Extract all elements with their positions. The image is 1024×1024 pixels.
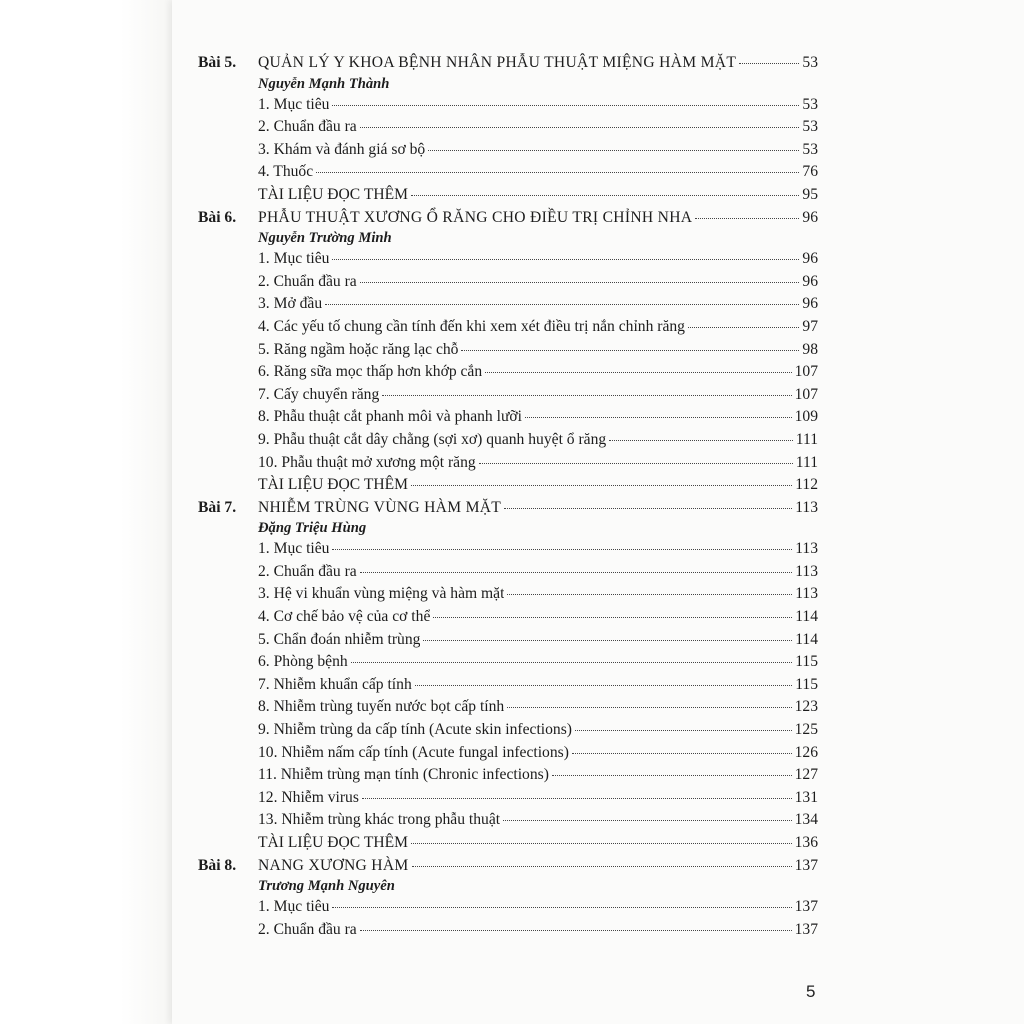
leader-dots	[695, 217, 799, 219]
toc-entry[interactable]	[198, 651, 818, 674]
entry-title: 9. Nhiễm trùng da cấp tính (Acute skin infections)	[258, 721, 572, 739]
chapter-title: NANG XƯƠNG HÀM	[258, 856, 409, 874]
leader-dots	[504, 507, 792, 509]
entry-page-number: 112	[795, 476, 818, 494]
entry-page-number: 137	[794, 920, 818, 938]
entry-title: 8. Phẫu thuật cắt phanh môi và phanh lưỡi	[258, 408, 522, 426]
entry-title: 7. Nhiễm khuẩn cấp tính	[258, 675, 412, 693]
indent	[198, 877, 258, 896]
chapter-page-number: 53	[802, 54, 818, 71]
leader-dots	[362, 797, 792, 799]
leader-dots	[461, 349, 799, 351]
entry-page-number: 127	[794, 766, 818, 784]
leader-dots	[415, 684, 792, 686]
chapter-author: Trương Mạnh Nguyên	[258, 878, 395, 895]
entry-page-number: 53	[802, 140, 818, 158]
chapter-author: Đặng Triệu Hùng	[258, 520, 367, 537]
entry-page-number: 111	[795, 430, 818, 448]
lesson-number: Bài 6.	[198, 208, 237, 226]
toc-entry[interactable]	[198, 452, 818, 475]
leader-dots	[485, 371, 791, 373]
chapter-author: Nguyễn Trường Minh	[258, 230, 392, 247]
toc-entry[interactable]	[198, 293, 818, 316]
toc-chapter-heading[interactable]	[198, 52, 818, 75]
entry-title: 6. Răng sữa mọc thấp hơn khớp cắn	[258, 363, 483, 381]
entry-title: 6. Phòng bệnh	[258, 653, 348, 671]
toc-entry[interactable]	[198, 742, 818, 765]
toc-chapter	[198, 855, 818, 942]
entry-title: 10. Nhiễm nấm cấp tính (Acute fungal infections)	[258, 743, 569, 761]
entry-title: 3. Hệ vi khuẩn vùng miệng và hàm mặt	[258, 585, 505, 603]
leader-dots	[575, 729, 792, 731]
chapter-title: NHIỄM TRÙNG VÙNG HÀM MẶT	[258, 498, 502, 516]
chapter-title: PHẪU THUẬT XƯƠNG Ổ RĂNG CHO ĐIỀU TRỊ CHỈNH NHA	[258, 208, 693, 226]
entry-page-number: 95	[802, 185, 818, 203]
toc-author-row	[198, 519, 818, 538]
toc-entry[interactable]	[198, 583, 818, 606]
entry-title: 4. Các yếu tố chung cần tính đến khi xem xét điều trị nắn chỉnh răng	[258, 317, 685, 335]
toc-entry[interactable]	[198, 406, 818, 429]
entry-page-number: 115	[795, 675, 818, 693]
entry-page-number: 131	[794, 788, 818, 806]
entry-title: 2. Chuẩn đầu ra	[258, 118, 357, 136]
entry-page-number: 96	[802, 272, 818, 290]
toc-entry[interactable]	[198, 271, 818, 294]
toc-author-row	[198, 75, 818, 94]
toc-entry[interactable]	[198, 809, 818, 832]
entry-page-number: 111	[795, 453, 818, 471]
entry-page-number: 109	[794, 408, 818, 426]
table-of-contents	[198, 52, 818, 941]
entry-title: 2. Chuẩn đầu ra	[258, 272, 357, 290]
entry-page-number: 113	[795, 562, 818, 580]
entry-page-number: 125	[794, 721, 818, 739]
toc-entry[interactable]	[198, 896, 818, 919]
entry-title: TÀI LIỆU ĐỌC THÊM	[258, 185, 408, 203]
entry-page-number: 114	[795, 630, 818, 648]
entry-title: 9. Phẫu thuật cắt dây chằng (sợi xơ) quanh huyệt ổ răng	[258, 430, 607, 448]
entry-page-number: 136	[794, 834, 818, 851]
entry-title: 7. Cấy chuyển răng	[258, 385, 380, 403]
toc-entry[interactable]	[198, 94, 818, 117]
toc-entry[interactable]	[198, 429, 818, 452]
toc-chapter	[198, 207, 818, 497]
entry-page-number: 134	[794, 811, 818, 829]
toc-chapter-heading[interactable]	[198, 207, 818, 230]
indent	[198, 519, 258, 538]
lesson-number: Bài 7.	[198, 498, 237, 516]
toc-chapter-heading[interactable]	[198, 497, 818, 520]
entry-page-number: 126	[794, 743, 818, 761]
toc-entry[interactable]	[198, 474, 818, 497]
leader-dots	[503, 819, 792, 821]
toc-entry[interactable]	[198, 674, 818, 697]
toc-chapter-heading[interactable]	[198, 855, 818, 878]
toc-entry[interactable]	[198, 361, 818, 384]
entry-title: 3. Khám và đánh giá sơ bộ	[258, 140, 426, 158]
leader-dots	[433, 616, 792, 618]
entry-page-number: 115	[795, 653, 818, 671]
entry-page-number: 123	[794, 698, 818, 716]
toc-entry[interactable]	[198, 629, 818, 652]
toc-entry[interactable]	[198, 339, 818, 362]
leader-dots	[332, 548, 792, 550]
entry-title: 5. Chẩn đoán nhiễm trùng	[258, 630, 421, 648]
toc-entry[interactable]	[198, 719, 818, 742]
entry-page-number: 96	[802, 295, 818, 313]
toc-chapter	[198, 497, 818, 855]
entry-title: 1. Mục tiêu	[258, 898, 330, 916]
lesson-number: Bài 8.	[198, 856, 237, 874]
toc-author-row	[198, 877, 818, 896]
toc-entry[interactable]	[198, 787, 818, 810]
entry-title: 4. Cơ chế bảo vệ của cơ thể	[258, 608, 431, 626]
leader-dots	[360, 126, 800, 128]
entry-title: 10. Phẫu thuật mở xương một răng	[258, 453, 476, 471]
entry-title: 1. Mục tiêu	[258, 95, 330, 113]
entry-page-number: 137	[794, 898, 818, 916]
entry-title: 4. Thuốc	[258, 163, 314, 181]
leader-dots	[525, 416, 792, 418]
chapter-author: Nguyễn Mạnh Thành	[258, 75, 390, 92]
entry-title: 8. Nhiễm trùng tuyến nước bọt cấp tính	[258, 698, 505, 716]
entry-title: 1. Mục tiêu	[258, 250, 330, 268]
toc-entry[interactable]	[198, 919, 818, 942]
leader-dots	[332, 906, 791, 908]
leader-dots	[507, 593, 792, 595]
leader-dots	[507, 706, 791, 708]
chapter-page-number: 137	[794, 856, 818, 874]
entry-page-number: 53	[802, 95, 818, 113]
entry-title: 13. Nhiễm trùng khác trong phẫu thuật	[258, 811, 501, 829]
indent	[198, 75, 258, 94]
toc-entry[interactable]	[198, 561, 818, 584]
leader-dots	[360, 281, 800, 283]
entry-page-number: 96	[802, 250, 818, 268]
entry-page-number: 113	[795, 540, 818, 558]
leader-dots	[428, 149, 799, 151]
leader-dots	[411, 842, 792, 844]
toc-author-row	[198, 229, 818, 248]
entry-page-number: 97	[802, 317, 818, 335]
leader-dots	[360, 929, 792, 931]
leader-dots	[411, 194, 799, 196]
indent	[198, 229, 258, 248]
toc-entry[interactable]	[198, 139, 818, 162]
toc-entry[interactable]	[198, 384, 818, 407]
leader-dots	[688, 326, 799, 328]
chapter-page-number: 113	[795, 498, 818, 516]
lesson-number: Bài 5.	[198, 54, 237, 71]
leader-dots	[351, 661, 793, 663]
chapter-page-number: 96	[802, 208, 818, 226]
toc-entry[interactable]	[198, 696, 818, 719]
leader-dots	[332, 258, 799, 260]
leader-dots	[411, 484, 792, 486]
toc-entry[interactable]	[198, 184, 818, 207]
toc-entry[interactable]	[198, 248, 818, 271]
leader-dots	[332, 104, 799, 106]
leader-dots	[479, 462, 793, 464]
toc-chapter	[198, 52, 818, 207]
entry-title: 11. Nhiễm trùng mạn tính (Chronic infections)	[258, 766, 549, 784]
entry-page-number: 107	[794, 363, 818, 381]
leader-dots	[316, 171, 799, 173]
toc-entry[interactable]	[198, 538, 818, 561]
toc-entry[interactable]	[198, 764, 818, 787]
entry-title: 5. Răng ngầm hoặc răng lạc chỗ	[258, 340, 459, 358]
toc-entry[interactable]	[198, 116, 818, 139]
leader-dots	[572, 752, 792, 754]
toc-entry[interactable]	[198, 832, 818, 855]
leader-dots	[552, 774, 792, 776]
page-number: 5	[806, 982, 816, 1001]
entry-page-number: 76	[802, 163, 818, 181]
leader-dots	[382, 394, 791, 396]
chapter-title: QUẢN LÝ Y KHOA BỆNH NHÂN PHẪU THUẬT MIỆNG HÀM MẶT	[258, 54, 737, 71]
entry-title: 2. Chuẩn đầu ra	[258, 562, 357, 580]
book-gutter	[0, 0, 172, 1024]
entry-title: TÀI LIỆU ĐỌC THÊM	[258, 476, 408, 494]
entry-page-number: 107	[794, 385, 818, 403]
leader-dots	[412, 865, 792, 867]
entry-title: 2. Chuẩn đầu ra	[258, 920, 357, 938]
toc-entry[interactable]	[198, 161, 818, 184]
entry-title: 3. Mở đầu	[258, 295, 323, 313]
entry-page-number: 114	[795, 608, 818, 626]
leader-dots	[360, 571, 792, 573]
leader-dots	[609, 439, 793, 441]
toc-entry[interactable]	[198, 316, 818, 339]
entry-title: TÀI LIỆU ĐỌC THÊM	[258, 834, 408, 851]
leader-dots	[325, 303, 799, 305]
entry-title: 1. Mục tiêu	[258, 540, 330, 558]
entry-page-number: 113	[795, 585, 818, 603]
leader-dots	[423, 639, 792, 641]
toc-entry[interactable]	[198, 606, 818, 629]
entry-title: 12. Nhiễm virus	[258, 788, 359, 806]
entry-page-number: 98	[802, 340, 818, 358]
leader-dots	[739, 62, 799, 64]
entry-page-number: 53	[802, 118, 818, 136]
